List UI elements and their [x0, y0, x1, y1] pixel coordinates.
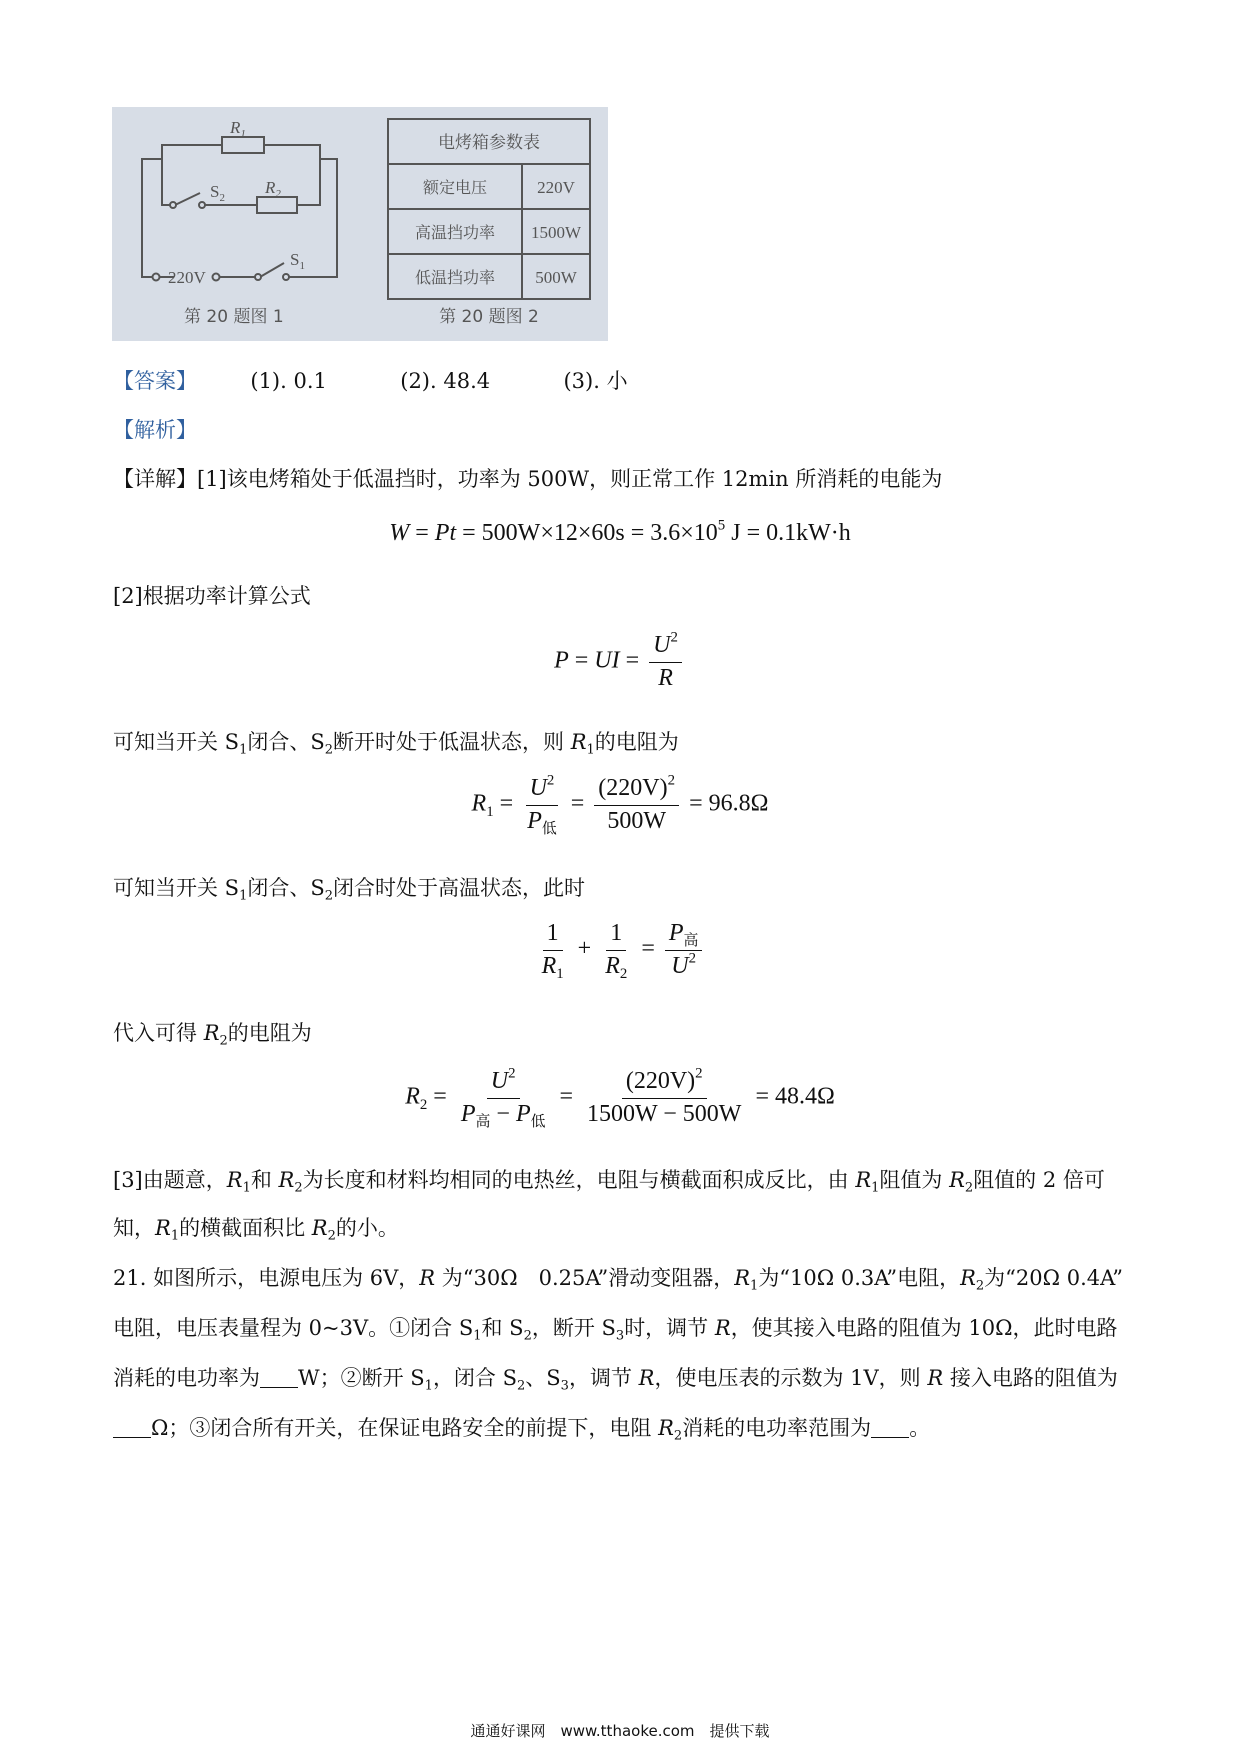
detail-paragraph-3: 可知当开关 $S_1$闭合、$S_2$断开时处于低温状态，则 $R_1$的电阻为	[113, 730, 679, 758]
answer-line	[113, 365, 628, 395]
equation-r1: $R_1$ = $\frac{U^2}{P_低}$ = $\frac{(220V)^2}{500W}$ = 96.8Ω	[471, 772, 769, 837]
answer-label: 【答案】	[113, 369, 197, 393]
detail-paragraph-4: 可知当开关 $S_1$闭合、$S_2$闭合时处于高温状态，此时	[113, 876, 586, 904]
table-value-high: 1500W	[530, 223, 582, 242]
detail-paragraph-7: 知，$R_1$的横截面积比 $R_2$的小。	[113, 1216, 399, 1244]
detail-paragraph-5: 代入可得 $R_2$的电阻为	[113, 1021, 312, 1049]
q21-line-3: 消耗的电功率为 W；②断开 $S_1$，闭合 $S_2$、$S_3$，调节 R，使电压表的示数为 1V，则 R 接入电路的阻值为	[113, 1366, 1118, 1394]
equation-parallel: $\frac{1}{R_1}$ + $\frac{1}{R_2}$ = $\frac{P_高}{U^2}$	[0, 920, 1240, 980]
caption-figure-2: 第 20 题图 2	[439, 307, 539, 327]
answer-item-2: (2). 48.4	[400, 369, 491, 393]
table-value-voltage: 220V	[537, 178, 575, 197]
table-label-high: 高温挡功率	[414, 223, 496, 242]
answer-item-1: (1). 0.1	[250, 369, 327, 393]
table-value-low: 500W	[535, 268, 577, 287]
analysis-label: 【解析】	[113, 418, 197, 442]
detail-p1-text: [1]该电烤箱处于低温挡时，功率为 500W，则正常工作 12min 所消耗的电能为	[197, 467, 943, 491]
label-r1: $R_1$	[230, 118, 246, 140]
equation-power: P = UI = $\frac{U^2}{R}$	[0, 632, 1240, 692]
detail-label: 【详解】	[113, 467, 197, 491]
blank-1	[260, 1366, 298, 1388]
label-r2: $R_2$	[265, 178, 281, 200]
q21-line-4: Ω；③闭合所有开关，在保证电路安全的前提下，电阻 $R_2$消耗的电功率范围为 。	[113, 1412, 930, 1442]
q21-line-1: 21. 如图所示，电源电压为 6V，R 为“30Ω 0.25A”滑动变阻器，$R_1$为“10Ω 0.3A”电阻，$R_2$为“20Ω 0.4A”	[113, 1266, 1123, 1294]
question-figure	[112, 107, 608, 341]
equation-energy: $W = Pt = 500W\times 12\times 60s = 3.6\times 10^5$ J = 0.1kW·h	[389, 517, 851, 546]
blank-3	[871, 1416, 909, 1438]
detail-paragraph-1	[113, 463, 942, 493]
q21-line-2: 电阻，电压表量程为 0~3V。①闭合 $S_1$和 $S_2$，断开 $S_3$时，调节 R，使其接入电路的阻值为 10Ω，此时电路	[113, 1316, 1118, 1344]
label-s1: $S_1$	[290, 250, 305, 272]
circuit-diagram	[112, 107, 608, 341]
equation-r2: $R_2$ = $\frac{U^2}{P_高 - P_低}$ = $\frac{(220V)^2}{1500W - 500W}$ = 48.4Ω	[405, 1065, 835, 1130]
table-label-low: 低温挡功率	[414, 268, 496, 287]
detail-paragraph-2: [2]根据功率计算公式	[113, 584, 311, 608]
table-title: 电烤箱参数表	[438, 133, 540, 153]
detail-paragraph-6: [3]由题意，$R_1$和 $R_2$为长度和材料均相同的电热丝，电阻与横截面积成反比，由 $R_1$阻值为 $R_2$阻值的 2 倍可	[113, 1168, 1105, 1196]
label-s2: $S_2$	[210, 182, 225, 204]
label-voltage: 220V	[168, 268, 206, 287]
answer-item-3: (3). 小	[563, 369, 628, 393]
blank-2	[113, 1416, 151, 1438]
table-label-voltage: 额定电压	[422, 178, 488, 197]
caption-figure-1: 第 20 题图 1	[184, 307, 284, 327]
page-footer: 通通好课网 www.tthaoke.com 提供下载	[470, 1722, 770, 1740]
